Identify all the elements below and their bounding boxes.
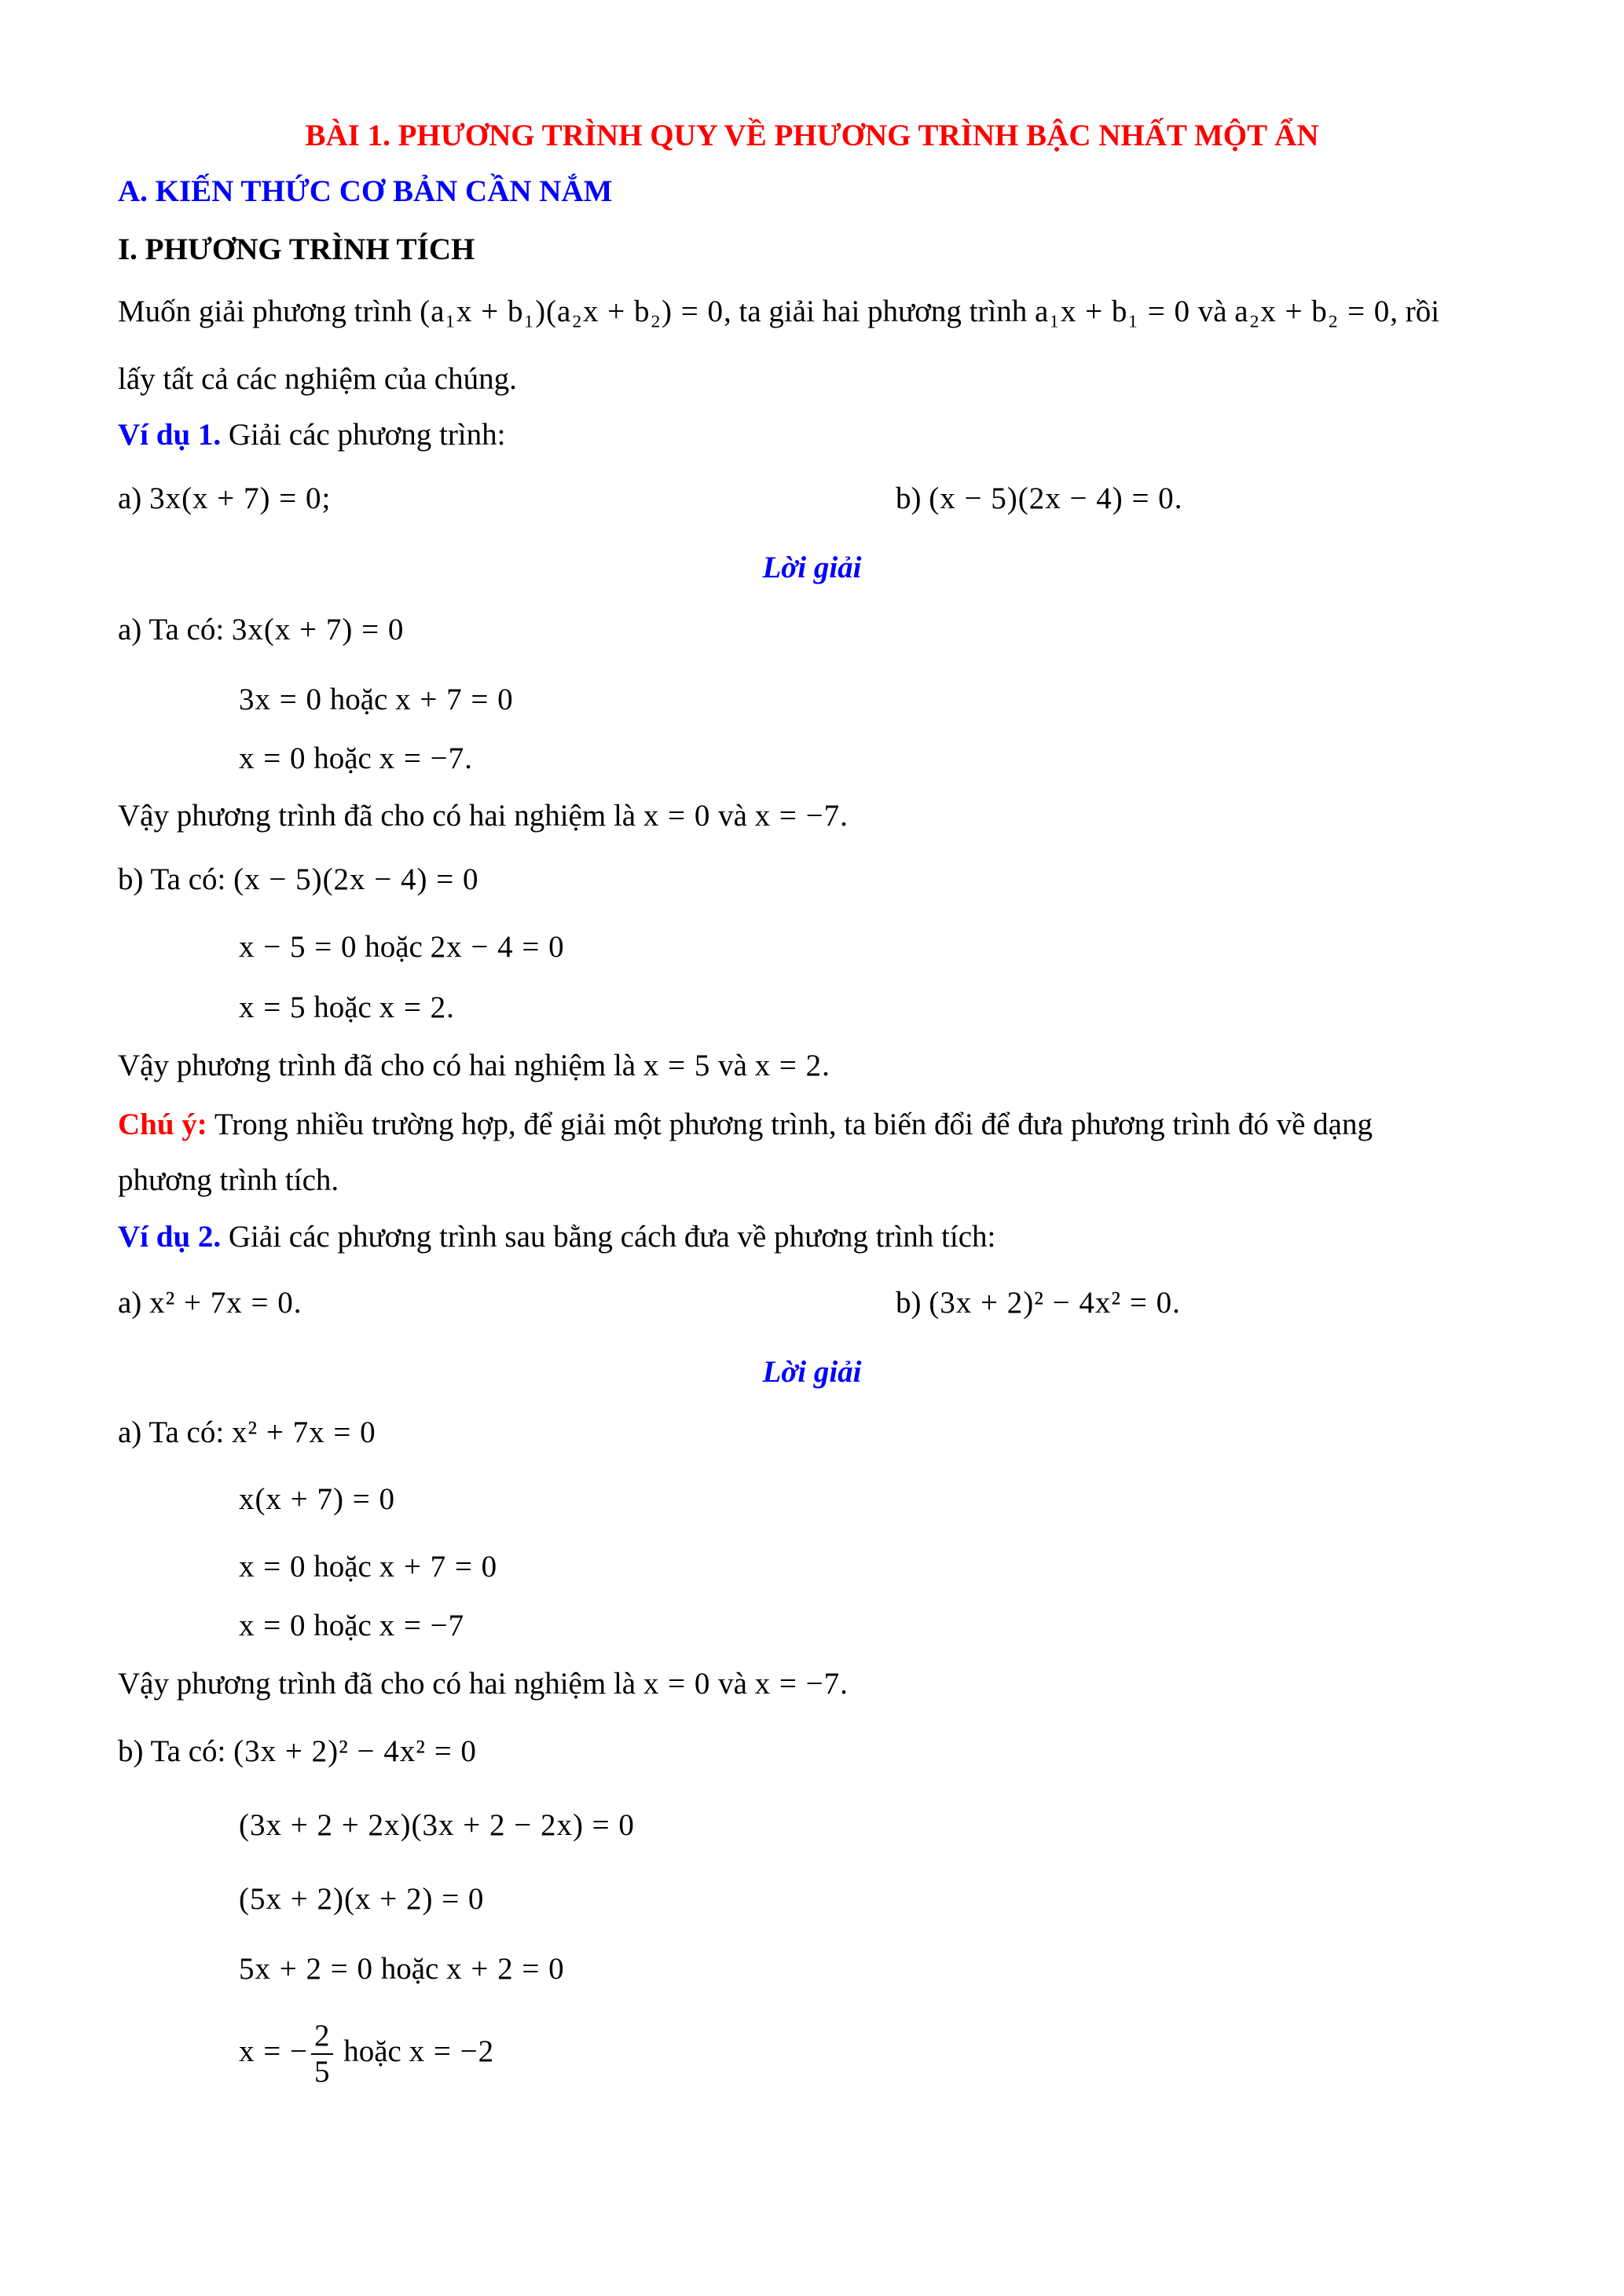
text: và [1190, 295, 1235, 328]
text: hoặc [306, 1550, 379, 1584]
text: hoặc [357, 930, 431, 964]
text-line [118, 1732, 477, 1771]
text: và [710, 1049, 755, 1082]
label: Chú ý: [118, 1108, 207, 1141]
math-expression: (x − 5)(2x − 4) = 0 [929, 482, 1175, 515]
math-expression: x = −7 [379, 1609, 465, 1642]
text: , ta giải hai phương trình [724, 295, 1035, 328]
text-line [118, 479, 330, 518]
text-line [118, 1218, 995, 1257]
text: . [840, 799, 848, 833]
final-solution-line [239, 2019, 494, 2089]
text: Vậy phương trình đã cho có hai nghiệm là [118, 1049, 643, 1082]
math-expression: (3x + 2 + 2x)(3x + 2 − 2x) = 0 [239, 1808, 635, 1842]
text-line [118, 360, 517, 399]
text: hoặc [373, 1952, 447, 1986]
text: Trong nhiều trường hợp, để giải một phương trình, ta biến đổi để đưa phương trình đó về dạng [207, 1108, 1373, 1141]
text-line [118, 1413, 376, 1452]
label: Lời giải [762, 1355, 862, 1389]
math-expression: x = −7 [754, 799, 841, 833]
text-line [118, 796, 848, 836]
text: hoặc [306, 742, 379, 775]
math-expression: x = 2. [379, 991, 455, 1024]
text: a) [118, 482, 150, 515]
math-expression: x² + 7x = 0 [149, 1286, 294, 1320]
math-expression: x + 7 = 0 [395, 683, 514, 716]
text: b) [896, 482, 929, 515]
math-expression: x = 5 [643, 1049, 711, 1082]
math-rhs: x = −2 [409, 2034, 495, 2068]
text-line [118, 1105, 1373, 1144]
text-line [896, 1283, 1180, 1323]
math-expression: x = 0 [239, 1609, 306, 1642]
math-expression: (x − 5)(2x − 4) = 0 [233, 862, 479, 896]
math-expression: (5x + 2)(x + 2) = 0 [239, 1882, 485, 1916]
text: hoặc [306, 991, 379, 1024]
text-line [118, 860, 479, 899]
text-line [239, 1547, 497, 1587]
text: Muốn giải phương trình [118, 295, 420, 328]
math-expression: x − 5 = 0 [239, 930, 357, 964]
math-expression: a₁x + b₁ = 0 [1034, 295, 1190, 328]
text-line [239, 739, 473, 778]
math-expression: (3x + 2)² − 4x² = 0 [233, 1734, 477, 1768]
text: b) Ta có: [118, 1734, 234, 1768]
math-expression: x = 0 [643, 799, 711, 833]
text: a) Ta có: [118, 1415, 232, 1449]
text-line [118, 1161, 339, 1200]
text-line [239, 988, 455, 1027]
fraction [311, 2019, 333, 2089]
label: Ví dụ 2. [118, 1220, 222, 1254]
math-expression: a₂x + b₂ = 0 [1234, 295, 1391, 328]
text: và [710, 1667, 755, 1701]
text-line [239, 1806, 635, 1845]
text: , rồi [1390, 295, 1440, 328]
math-expression: x = 0 [239, 1550, 306, 1584]
text: . [1172, 1286, 1180, 1320]
math-expression: 3x(x + 7) = 0 [231, 613, 405, 646]
text: a) [118, 1286, 150, 1320]
text: Vậy phương trình đã cho có hai nghiệm là [118, 1667, 643, 1701]
math-expression: x(x + 7) = 0 [239, 1482, 395, 1516]
text: Giải các phương trình sau bằng cách đưa về phương trình tích: [221, 1220, 996, 1254]
text-line [896, 479, 1182, 518]
text-line [118, 1664, 848, 1704]
math-expression: 3x = 0 [239, 683, 322, 716]
math-expression: 3x(x + 7) = 0 [149, 482, 322, 515]
label: Ví dụ 1. [118, 418, 222, 452]
math-expression: x = 0 [239, 742, 306, 775]
text: lấy tất cả các nghiệm của chúng. [118, 362, 517, 396]
text-line [239, 1880, 484, 1919]
text: Vậy phương trình đã cho có hai nghiệm là [118, 799, 643, 833]
text-line [118, 416, 505, 455]
text-line [239, 1606, 464, 1646]
math-expression: x = 2. [754, 1049, 830, 1082]
fraction-numerator: 2 [311, 2019, 333, 2055]
text-line [118, 1046, 830, 1086]
text: Giải các phương trình: [221, 418, 506, 452]
text-line [239, 680, 514, 720]
text: hoặc [306, 1609, 379, 1642]
text-line [118, 610, 404, 650]
section-heading-i: I. PHƯƠNG TRÌNH TÍCH [118, 233, 475, 266]
text: . [840, 1667, 848, 1701]
math-expression: (a₁x + b₁)(a₂x + b₂) = 0 [420, 295, 724, 328]
text: . [293, 1286, 302, 1320]
text: a) Ta có: [118, 613, 232, 646]
text: hoặc [322, 683, 396, 716]
text-line [239, 1950, 565, 1989]
text-line [118, 292, 1439, 331]
math-expression: (3x + 2)² − 4x² = 0 [929, 1286, 1173, 1320]
fraction-denominator: 5 [314, 2055, 330, 2089]
math-expression: 5x + 2 = 0 [239, 1952, 373, 1986]
solution-heading [0, 548, 1624, 588]
text-line [239, 928, 565, 967]
math-expression: 2x − 4 = 0 [430, 930, 565, 964]
text: hoặc [335, 2034, 409, 2068]
text: phương trình tích. [118, 1163, 339, 1197]
text-line [118, 1283, 302, 1323]
math-expression: x + 7 = 0 [379, 1550, 498, 1584]
math-expression: x² + 7x = 0 [231, 1415, 376, 1449]
text: b) Ta có: [118, 862, 234, 896]
section-heading-a: A. KIẾN THỨC CƠ BẢN CẦN NẮM [118, 174, 613, 208]
text: ; [321, 482, 331, 515]
math-expression: x = −7. [379, 742, 473, 775]
text: . [1174, 482, 1182, 515]
math-expression: x + 2 = 0 [446, 1952, 565, 1986]
text-line [239, 1480, 395, 1519]
label: Lời giải [762, 551, 862, 584]
text: b) [896, 1286, 929, 1320]
solution-heading [0, 1353, 1624, 1392]
math-expression: x = 5 [239, 991, 306, 1024]
text: và [710, 799, 755, 833]
math-expression: x = 0 [643, 1667, 711, 1701]
lesson-title: BÀI 1. PHƯƠNG TRÌNH QUY VỀ PHƯƠNG TRÌNH BẬC NHẤT MỘT ẨN [305, 119, 1319, 152]
math-lhs: x = − [239, 2034, 308, 2068]
math-expression: x = −7 [754, 1667, 841, 1701]
